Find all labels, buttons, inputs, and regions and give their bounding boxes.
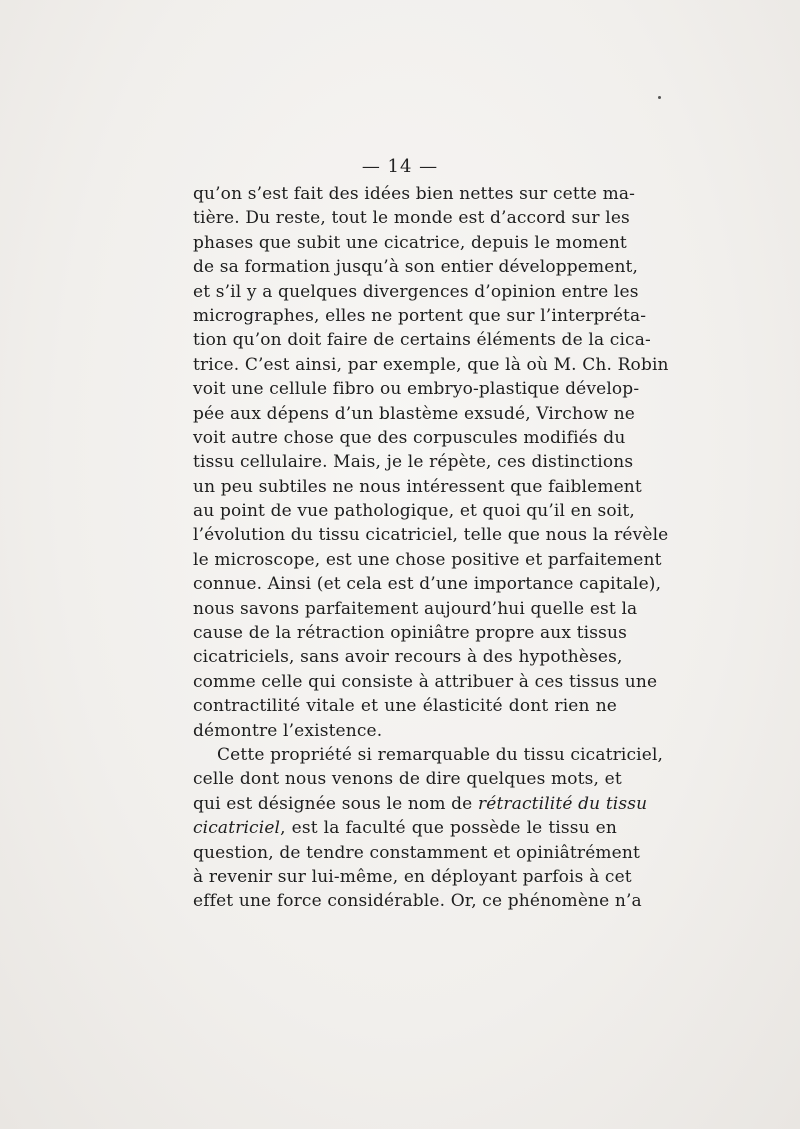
text-line: celle dont nous venons de dire quelques mots, et [193, 769, 622, 790]
text-line: qu’on s’est fait des idées bien nettes sur cette ma- [193, 184, 636, 204]
text-line [193, 816, 617, 840]
paper-speck [658, 96, 661, 99]
text-line: voit une cellule fibro ou embryo-plastique dévelop- [193, 379, 640, 400]
text-line: cicatriciels, sans avoir recours à des hypothèses, [193, 647, 623, 668]
text-line: cause de la rétraction opiniâtre propre aux tissus [193, 623, 627, 644]
text-line: contractilité vitale et une élasticité dont rien ne [193, 696, 617, 717]
text-line: l’évolution du tissu cicatriciel, telle que nous la révèle [193, 525, 669, 546]
text-line: nous savons parfaitement aujourd’hui quelle est la [193, 598, 638, 619]
text-segment: , est la faculté que possède le tissu en [280, 818, 617, 839]
text-line: le microscope, est une chose positive et parfaitement [193, 549, 662, 570]
text-line: micrographes, elles ne portent que sur l’interpréta- [193, 305, 647, 326]
page-number: — 14 — [361, 156, 439, 177]
paragraph-start-line: Cette propriété si remarquable du tissu cicatriciel, [217, 744, 664, 765]
text-line: trice. C’est ainsi, par exemple, que là où M. Ch. Robin [193, 354, 669, 375]
text-line: phases que subit une cicatrice, depuis le moment [193, 232, 627, 253]
text-line: démontre l’existence. [193, 720, 383, 741]
text-segment: qui est désignée sous le nom de [193, 793, 478, 814]
text-line: tissu cellulaire. Mais, je le répète, ces distinctions [193, 452, 634, 473]
text-line: connue. Ainsi (et cela est d’une importance capitale), [193, 574, 662, 595]
text-line: de sa formation jusqu’à son entier développement, [193, 257, 639, 278]
text-line: question, de tendre constamment et opiniâtrément [193, 842, 640, 863]
text-line: effet une force considérable. Or, ce phénomène n’a [193, 891, 642, 912]
text-line: voit autre chose que des corpuscules modifiés du [193, 427, 626, 448]
text-line: tion qu’on doit faire de certains éléments de la cica- [193, 330, 651, 351]
text-line: tière. Du reste, tout le monde est d’accord sur les [193, 208, 630, 229]
text-line: à revenir sur lui-même, en déployant parfois à cet [193, 866, 632, 887]
italic-term: rétractilité du tissu [477, 793, 648, 814]
italic-term: cicatriciel [193, 818, 281, 839]
body-text [193, 182, 669, 914]
text-line: et s’il y a quelques divergences d’opinion entre les [193, 281, 639, 302]
text-line: comme celle qui consiste à attribuer à ces tissus une [193, 671, 658, 692]
text-line: un peu subtiles ne nous intéressent que faiblement [193, 476, 642, 497]
text-line: pée aux dépens d’un blastème exsudé, Virchow ne [193, 403, 636, 424]
text-line: au point de vue pathologique, et quoi qu’il en soit, [193, 501, 635, 522]
text-line [193, 792, 648, 816]
